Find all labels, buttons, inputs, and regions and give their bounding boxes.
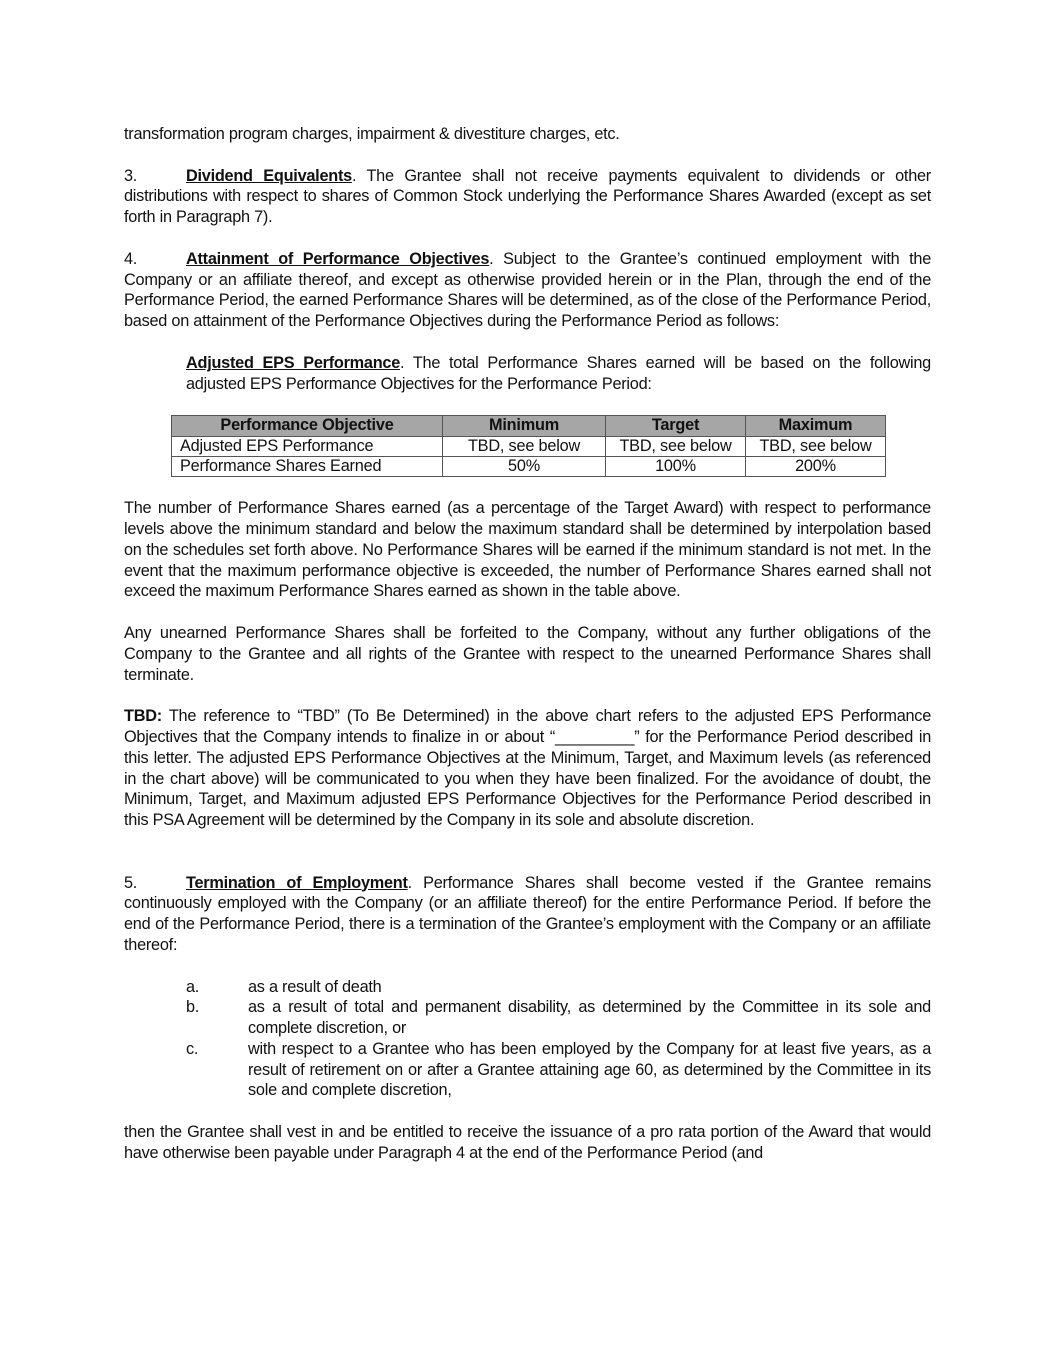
section-4-body: . Subject to the Grantee’s continued employment with the Company or an affiliate thereof, and except as otherwise provided herein or in the Plan, through the end of the Performance Period, the earned Performance Shares will be determined, as of the close of the Performance Period, based on attainment of the Performance Objectives during the Performance Period as follows: (124, 249, 931, 331)
list-marker: a. (186, 977, 200, 996)
table-header-cell: Maximum (746, 416, 886, 436)
section-5-body: . Performance Shares shall become vested if the Grantee remains continuously employed with the Company (or an affiliate thereof) for the entire Performance Period. If before the end of the Performance Period, there is a termination of the Grantee’s employment with the Company or an affiliate thereof: (124, 873, 931, 954)
table-cell: TBD, see below (443, 436, 606, 456)
list-item (124, 977, 931, 998)
list-item (124, 1039, 931, 1101)
performance-table (171, 415, 886, 477)
eps-body: . The total Performance Shares earned will be based on the following adjusted EPS Performance Objectives for the Performance Period: (186, 353, 931, 393)
table-cell: Performance Shares Earned (172, 456, 443, 476)
table-row (172, 456, 886, 476)
table-header-cell: Performance Objective (172, 416, 443, 436)
table-header-row (172, 416, 886, 436)
table-cell: 200% (746, 456, 886, 476)
eps-paragraph (186, 353, 931, 395)
section-3-paragraph (124, 166, 931, 228)
list-item (124, 997, 931, 1039)
eps-heading: Adjusted EPS Performance (186, 353, 400, 372)
tbd-body: The reference to “TBD” (To Be Determined) in the above chart refers to the adjusted EPS Performance Objectives that the Company intends to finalize in or about “_________” for the Performance Period described in this letter. The adjusted EPS Performance Objectives at the Minimum, Target, and Maximum levels (as referenced in the chart above) will be communicated to you when they have been finalized. For the avoidance of doubt, the Minimum, Target, and Maximum adjusted EPS Performance Objectives for the Performance Period described in this PSA Agreement will be determined by the Company in its sole and absolute discretion. (124, 707, 931, 830)
section-4-number: 4. (124, 249, 138, 268)
table-cell: TBD, see below (606, 436, 746, 456)
termination-list (124, 977, 931, 1102)
section-5-number: 5. (124, 873, 138, 892)
list-text: as a result of death (248, 977, 382, 996)
vesting-paragraph: then the Grantee shall vest in and be entitled to receive the issuance of a pro rata portion of the Award that would have otherwise been payable under Paragraph 4 at the end of the Performance Period (and (124, 1123, 931, 1162)
tbd-paragraph (124, 706, 931, 831)
section-5-paragraph (124, 873, 931, 956)
list-text: with respect to a Grantee who has been employed by the Company for at least five years, as a result of retirement on or after a Grantee attaining age 60, as determined by the Committee in its sole and complete discretion, (248, 1039, 931, 1100)
table-cell: Adjusted EPS Performance (172, 436, 443, 456)
interpolation-paragraph: The number of Performance Shares earned (as a percentage of the Target Award) with respect to performance levels above the minimum standard and below the maximum standard shall be determined by interpolation based on the schedules set forth above. No Performance Shares will be earned if the minimum standard is not met. In the event that the maximum performance objective is exceeded, the number of Performance Shares earned shall not exceed the maximum Performance Shares earned as shown in the table above. (124, 499, 931, 601)
section-4-heading: Attainment of Performance Objectives (186, 249, 490, 268)
table-row (172, 436, 886, 456)
section-3-heading: Dividend Equivalents (186, 166, 352, 185)
table-cell: TBD, see below (746, 436, 886, 456)
intro-paragraph: transformation program charges, impairment & divestiture charges, etc. (124, 125, 620, 143)
table-cell: 50% (443, 456, 606, 476)
section-3-number: 3. (124, 166, 138, 185)
section-5-heading: Termination of Employment (186, 873, 408, 892)
list-marker: c. (186, 1039, 199, 1058)
document-page (124, 124, 931, 1164)
list-marker: b. (186, 998, 200, 1017)
table-header-cell: Target (606, 416, 746, 436)
table-cell: 100% (606, 456, 746, 476)
section-3-body: . The Grantee shall not receive payments equivalent to dividends or other distributions with respect to shares of Common Stock underlying the Performance Shares Awarded (except as set forth in Paragraph 7). (124, 166, 931, 227)
list-text: as a result of total and permanent disability, as determined by the Committee in its sole and complete discretion, or (248, 998, 931, 1038)
unearned-paragraph: Any unearned Performance Shares shall be forfeited to the Company, without any further obligations of the Company to the Grantee and all rights of the Grantee with respect to the unearned Performance Shares shall terminate. (124, 623, 931, 684)
section-4-paragraph (124, 249, 931, 332)
tbd-label: TBD: (124, 707, 162, 726)
table-header-cell: Minimum (443, 416, 606, 436)
